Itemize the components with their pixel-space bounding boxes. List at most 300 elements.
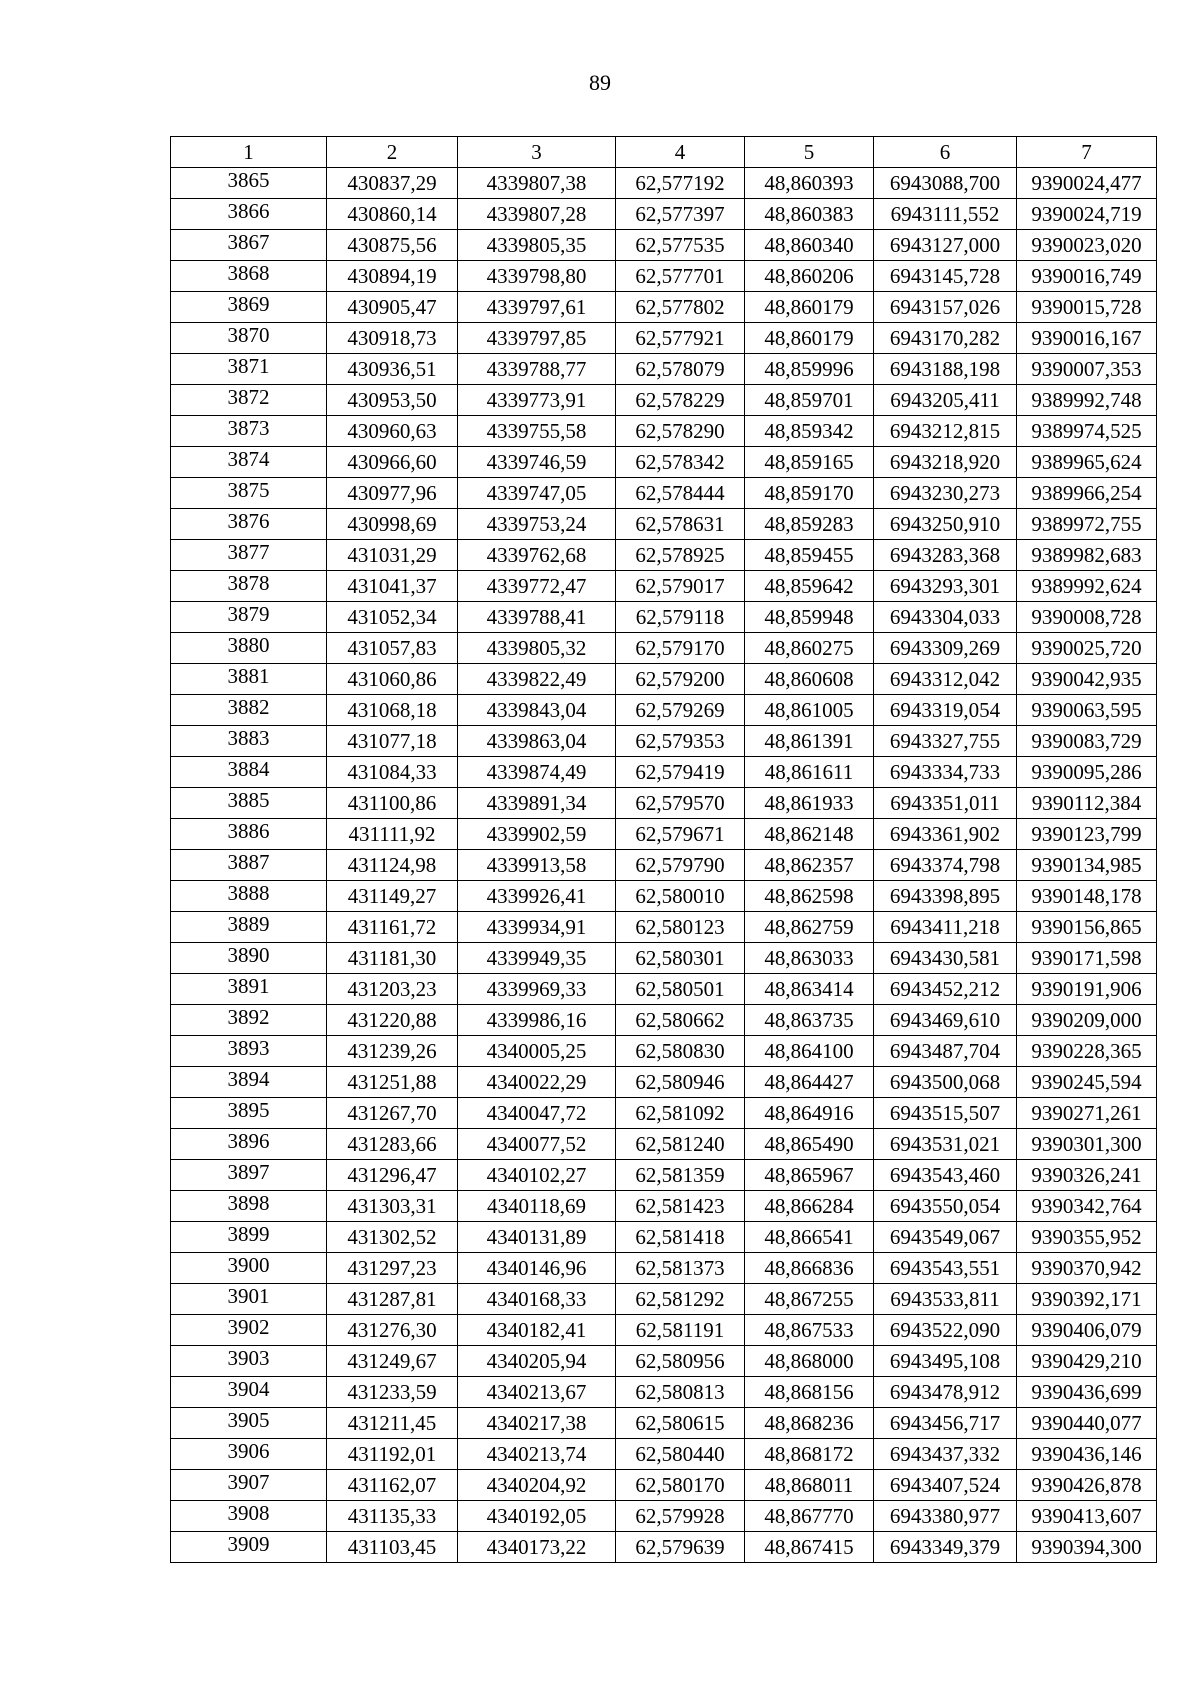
table-row: [171, 1067, 1157, 1098]
y-coordinate-cell: 4339863,04: [458, 726, 616, 757]
y-projected-cell: 9390301,300: [1017, 1129, 1157, 1160]
y-coordinate-cell: 4339746,59: [458, 447, 616, 478]
x-projected-cell: 6943407,524: [874, 1470, 1017, 1501]
y-coordinate-cell: 4340192,05: [458, 1501, 616, 1532]
x-projected-cell: 6943145,728: [874, 261, 1017, 292]
point-number-cell: 3875: [171, 478, 327, 509]
y-coordinate-cell: 4340102,27: [458, 1160, 616, 1191]
x-coordinate-cell: 431239,26: [327, 1036, 458, 1067]
y-projected-cell: 9390426,878: [1017, 1470, 1157, 1501]
table-row: [171, 912, 1157, 943]
table-row: [171, 571, 1157, 602]
table-row: [171, 1160, 1157, 1191]
point-number-cell: 3879: [171, 602, 327, 633]
longitude-cell: 48,864427: [745, 1067, 874, 1098]
longitude-cell: 48,859642: [745, 571, 874, 602]
point-number-cell: 3874: [171, 447, 327, 478]
x-projected-cell: 6943456,717: [874, 1408, 1017, 1439]
longitude-cell: 48,862148: [745, 819, 874, 850]
x-projected-cell: 6943478,912: [874, 1377, 1017, 1408]
column-header: 4: [616, 137, 745, 168]
longitude-cell: 48,867533: [745, 1315, 874, 1346]
table-row: [171, 1346, 1157, 1377]
latitude-cell: 62,578631: [616, 509, 745, 540]
y-projected-cell: 9390016,167: [1017, 323, 1157, 354]
point-number-cell: 3881: [171, 664, 327, 695]
longitude-cell: 48,860179: [745, 323, 874, 354]
y-projected-cell: 9390228,365: [1017, 1036, 1157, 1067]
y-projected-cell: 9390023,020: [1017, 230, 1157, 261]
x-projected-cell: 6943411,218: [874, 912, 1017, 943]
column-header: 3: [458, 137, 616, 168]
point-number-cell: 3894: [171, 1067, 327, 1098]
column-header: 1: [171, 137, 327, 168]
x-coordinate-cell: 431068,18: [327, 695, 458, 726]
point-number-cell: 3869: [171, 292, 327, 323]
table-row: [171, 292, 1157, 323]
x-projected-cell: 6943430,581: [874, 943, 1017, 974]
latitude-cell: 62,579639: [616, 1532, 745, 1563]
y-projected-cell: 9390016,749: [1017, 261, 1157, 292]
x-projected-cell: 6943205,411: [874, 385, 1017, 416]
x-projected-cell: 6943550,054: [874, 1191, 1017, 1222]
x-projected-cell: 6943250,910: [874, 509, 1017, 540]
x-projected-cell: 6943531,021: [874, 1129, 1017, 1160]
y-projected-cell: 9390392,171: [1017, 1284, 1157, 1315]
y-projected-cell: 9390156,865: [1017, 912, 1157, 943]
latitude-cell: 62,577701: [616, 261, 745, 292]
y-coordinate-cell: 4340182,41: [458, 1315, 616, 1346]
table-row: [171, 1408, 1157, 1439]
column-header: 2: [327, 137, 458, 168]
x-projected-cell: 6943549,067: [874, 1222, 1017, 1253]
y-coordinate-cell: 4340205,94: [458, 1346, 616, 1377]
latitude-cell: 62,581373: [616, 1253, 745, 1284]
point-number-cell: 3886: [171, 819, 327, 850]
table-row: [171, 664, 1157, 695]
table-row: [171, 1439, 1157, 1470]
x-coordinate-cell: 431052,34: [327, 602, 458, 633]
latitude-cell: 62,580170: [616, 1470, 745, 1501]
column-header: 5: [745, 137, 874, 168]
y-coordinate-cell: 4339807,38: [458, 168, 616, 199]
latitude-cell: 62,581292: [616, 1284, 745, 1315]
point-number-cell: 3891: [171, 974, 327, 1005]
y-projected-cell: 9390083,729: [1017, 726, 1157, 757]
point-number-cell: 3867: [171, 230, 327, 261]
y-projected-cell: 9389992,624: [1017, 571, 1157, 602]
x-projected-cell: 6943495,108: [874, 1346, 1017, 1377]
longitude-cell: 48,860608: [745, 664, 874, 695]
x-projected-cell: 6943380,977: [874, 1501, 1017, 1532]
latitude-cell: 62,579269: [616, 695, 745, 726]
x-projected-cell: 6943188,198: [874, 354, 1017, 385]
point-number-cell: 3909: [171, 1532, 327, 1563]
y-coordinate-cell: 4339788,77: [458, 354, 616, 385]
x-coordinate-cell: 431031,29: [327, 540, 458, 571]
x-projected-cell: 6943533,811: [874, 1284, 1017, 1315]
y-projected-cell: 9390436,699: [1017, 1377, 1157, 1408]
x-coordinate-cell: 430936,51: [327, 354, 458, 385]
point-number-cell: 3901: [171, 1284, 327, 1315]
y-coordinate-cell: 4339788,41: [458, 602, 616, 633]
y-projected-cell: 9390394,300: [1017, 1532, 1157, 1563]
table-row: [171, 447, 1157, 478]
point-number-cell: 3884: [171, 757, 327, 788]
y-projected-cell: 9390436,146: [1017, 1439, 1157, 1470]
table-row: [171, 323, 1157, 354]
table-body: [171, 168, 1157, 1563]
longitude-cell: 48,866541: [745, 1222, 874, 1253]
table-row: [171, 943, 1157, 974]
table-row: [171, 757, 1157, 788]
y-coordinate-cell: 4339949,35: [458, 943, 616, 974]
table-row: [171, 540, 1157, 571]
x-coordinate-cell: 430860,14: [327, 199, 458, 230]
table-row: [171, 1005, 1157, 1036]
table-row: [171, 261, 1157, 292]
y-coordinate-cell: 4339807,28: [458, 199, 616, 230]
latitude-cell: 62,581359: [616, 1160, 745, 1191]
table-row: [171, 819, 1157, 850]
longitude-cell: 48,863033: [745, 943, 874, 974]
point-number-cell: 3865: [171, 168, 327, 199]
longitude-cell: 48,863414: [745, 974, 874, 1005]
y-coordinate-cell: 4339934,91: [458, 912, 616, 943]
longitude-cell: 48,859948: [745, 602, 874, 633]
point-number-cell: 3898: [171, 1191, 327, 1222]
y-projected-cell: 9390171,598: [1017, 943, 1157, 974]
latitude-cell: 62,581418: [616, 1222, 745, 1253]
latitude-cell: 62,580440: [616, 1439, 745, 1470]
latitude-cell: 62,579118: [616, 602, 745, 633]
point-number-cell: 3889: [171, 912, 327, 943]
x-projected-cell: 6943522,090: [874, 1315, 1017, 1346]
y-coordinate-cell: 4339874,49: [458, 757, 616, 788]
x-coordinate-cell: 431100,86: [327, 788, 458, 819]
x-projected-cell: 6943127,000: [874, 230, 1017, 261]
x-coordinate-cell: 431149,27: [327, 881, 458, 912]
x-coordinate-cell: 431233,59: [327, 1377, 458, 1408]
x-projected-cell: 6943212,815: [874, 416, 1017, 447]
y-projected-cell: 9390406,079: [1017, 1315, 1157, 1346]
x-projected-cell: 6943283,368: [874, 540, 1017, 571]
longitude-cell: 48,861933: [745, 788, 874, 819]
y-coordinate-cell: 4340077,52: [458, 1129, 616, 1160]
point-number-cell: 3880: [171, 633, 327, 664]
x-coordinate-cell: 431077,18: [327, 726, 458, 757]
x-coordinate-cell: 430918,73: [327, 323, 458, 354]
latitude-cell: 62,579017: [616, 571, 745, 602]
y-coordinate-cell: 4339843,04: [458, 695, 616, 726]
y-coordinate-cell: 4340173,22: [458, 1532, 616, 1563]
x-coordinate-cell: 431111,92: [327, 819, 458, 850]
point-number-cell: 3908: [171, 1501, 327, 1532]
table-row: [171, 385, 1157, 416]
point-number-cell: 3887: [171, 850, 327, 881]
x-projected-cell: 6943293,301: [874, 571, 1017, 602]
x-coordinate-cell: 430894,19: [327, 261, 458, 292]
x-coordinate-cell: 431084,33: [327, 757, 458, 788]
x-coordinate-cell: 430905,47: [327, 292, 458, 323]
x-coordinate-cell: 431303,31: [327, 1191, 458, 1222]
y-projected-cell: 9390326,241: [1017, 1160, 1157, 1191]
latitude-cell: 62,578290: [616, 416, 745, 447]
x-projected-cell: 6943304,033: [874, 602, 1017, 633]
y-projected-cell: 9390429,210: [1017, 1346, 1157, 1377]
point-number-cell: 3871: [171, 354, 327, 385]
longitude-cell: 48,864916: [745, 1098, 874, 1129]
y-projected-cell: 9390134,985: [1017, 850, 1157, 881]
latitude-cell: 62,580813: [616, 1377, 745, 1408]
longitude-cell: 48,868011: [745, 1470, 874, 1501]
x-projected-cell: 6943349,379: [874, 1532, 1017, 1563]
latitude-cell: 62,578925: [616, 540, 745, 571]
x-projected-cell: 6943452,212: [874, 974, 1017, 1005]
y-projected-cell: 9389972,755: [1017, 509, 1157, 540]
x-coordinate-cell: 430998,69: [327, 509, 458, 540]
latitude-cell: 62,578079: [616, 354, 745, 385]
y-coordinate-cell: 4339797,85: [458, 323, 616, 354]
longitude-cell: 48,867255: [745, 1284, 874, 1315]
table-row: [171, 1098, 1157, 1129]
y-coordinate-cell: 4340022,29: [458, 1067, 616, 1098]
x-coordinate-cell: 431251,88: [327, 1067, 458, 1098]
y-coordinate-cell: 4340204,92: [458, 1470, 616, 1501]
latitude-cell: 62,579928: [616, 1501, 745, 1532]
y-coordinate-cell: 4339805,35: [458, 230, 616, 261]
x-coordinate-cell: 430837,29: [327, 168, 458, 199]
table-row: [171, 726, 1157, 757]
y-projected-cell: 9390355,952: [1017, 1222, 1157, 1253]
table-row: [171, 199, 1157, 230]
x-projected-cell: 6943374,798: [874, 850, 1017, 881]
y-coordinate-cell: 4340118,69: [458, 1191, 616, 1222]
point-number-cell: 3907: [171, 1470, 327, 1501]
latitude-cell: 62,580946: [616, 1067, 745, 1098]
x-projected-cell: 6943230,273: [874, 478, 1017, 509]
y-projected-cell: 9390025,720: [1017, 633, 1157, 664]
longitude-cell: 48,865967: [745, 1160, 874, 1191]
table-row: [171, 1036, 1157, 1067]
y-coordinate-cell: 4339986,16: [458, 1005, 616, 1036]
x-coordinate-cell: 431287,81: [327, 1284, 458, 1315]
point-number-cell: 3896: [171, 1129, 327, 1160]
y-coordinate-cell: 4339926,41: [458, 881, 616, 912]
y-coordinate-cell: 4339902,59: [458, 819, 616, 850]
point-number-cell: 3872: [171, 385, 327, 416]
y-coordinate-cell: 4339913,58: [458, 850, 616, 881]
point-number-cell: 3893: [171, 1036, 327, 1067]
latitude-cell: 62,579790: [616, 850, 745, 881]
y-projected-cell: 9390209,000: [1017, 1005, 1157, 1036]
latitude-cell: 62,581092: [616, 1098, 745, 1129]
point-number-cell: 3870: [171, 323, 327, 354]
longitude-cell: 48,862357: [745, 850, 874, 881]
y-projected-cell: 9390024,477: [1017, 168, 1157, 199]
x-projected-cell: 6943088,700: [874, 168, 1017, 199]
point-number-cell: 3897: [171, 1160, 327, 1191]
table-row: [171, 1532, 1157, 1563]
y-projected-cell: 9390008,728: [1017, 602, 1157, 633]
y-coordinate-cell: 4339762,68: [458, 540, 616, 571]
latitude-cell: 62,579353: [616, 726, 745, 757]
y-projected-cell: 9389974,525: [1017, 416, 1157, 447]
table-row: [171, 788, 1157, 819]
table-row: [171, 602, 1157, 633]
y-projected-cell: 9390024,719: [1017, 199, 1157, 230]
point-number-cell: 3905: [171, 1408, 327, 1439]
longitude-cell: 48,868156: [745, 1377, 874, 1408]
latitude-cell: 62,579170: [616, 633, 745, 664]
longitude-cell: 48,860275: [745, 633, 874, 664]
x-coordinate-cell: 431161,72: [327, 912, 458, 943]
y-projected-cell: 9390440,077: [1017, 1408, 1157, 1439]
x-coordinate-cell: 430966,60: [327, 447, 458, 478]
x-coordinate-cell: 430977,96: [327, 478, 458, 509]
x-projected-cell: 6943361,902: [874, 819, 1017, 850]
latitude-cell: 62,578444: [616, 478, 745, 509]
longitude-cell: 48,859283: [745, 509, 874, 540]
latitude-cell: 62,577802: [616, 292, 745, 323]
longitude-cell: 48,859170: [745, 478, 874, 509]
latitude-cell: 62,580010: [616, 881, 745, 912]
latitude-cell: 62,581240: [616, 1129, 745, 1160]
y-projected-cell: 9390245,594: [1017, 1067, 1157, 1098]
x-coordinate-cell: 430960,63: [327, 416, 458, 447]
y-projected-cell: 9389992,748: [1017, 385, 1157, 416]
point-number-cell: 3904: [171, 1377, 327, 1408]
x-projected-cell: 6943398,895: [874, 881, 1017, 912]
latitude-cell: 62,580615: [616, 1408, 745, 1439]
y-projected-cell: 9390271,261: [1017, 1098, 1157, 1129]
latitude-cell: 62,580830: [616, 1036, 745, 1067]
table-row: [171, 850, 1157, 881]
latitude-cell: 62,580956: [616, 1346, 745, 1377]
point-number-cell: 3868: [171, 261, 327, 292]
y-coordinate-cell: 4340131,89: [458, 1222, 616, 1253]
y-projected-cell: 9390148,178: [1017, 881, 1157, 912]
point-number-cell: 3866: [171, 199, 327, 230]
x-coordinate-cell: 430875,56: [327, 230, 458, 261]
x-coordinate-cell: 431124,98: [327, 850, 458, 881]
y-coordinate-cell: 4339797,61: [458, 292, 616, 323]
x-projected-cell: 6943319,054: [874, 695, 1017, 726]
table-row: [171, 1253, 1157, 1284]
y-coordinate-cell: 4339891,34: [458, 788, 616, 819]
point-number-cell: 3906: [171, 1439, 327, 1470]
x-coordinate-cell: 431283,66: [327, 1129, 458, 1160]
point-number-cell: 3877: [171, 540, 327, 571]
x-coordinate-cell: 431181,30: [327, 943, 458, 974]
table-row: [171, 695, 1157, 726]
table-row: [171, 1377, 1157, 1408]
table-row: [171, 881, 1157, 912]
x-projected-cell: 6943487,704: [874, 1036, 1017, 1067]
y-coordinate-cell: 4340146,96: [458, 1253, 616, 1284]
longitude-cell: 48,860340: [745, 230, 874, 261]
longitude-cell: 48,859165: [745, 447, 874, 478]
y-coordinate-cell: 4339755,58: [458, 416, 616, 447]
y-projected-cell: 9390123,799: [1017, 819, 1157, 850]
longitude-cell: 48,860383: [745, 199, 874, 230]
longitude-cell: 48,859342: [745, 416, 874, 447]
table-row: [171, 354, 1157, 385]
longitude-cell: 48,863735: [745, 1005, 874, 1036]
x-coordinate-cell: 431057,83: [327, 633, 458, 664]
x-projected-cell: 6943543,460: [874, 1160, 1017, 1191]
point-number-cell: 3882: [171, 695, 327, 726]
latitude-cell: 62,580301: [616, 943, 745, 974]
table-row: [171, 478, 1157, 509]
latitude-cell: 62,577921: [616, 323, 745, 354]
x-coordinate-cell: 431041,37: [327, 571, 458, 602]
coordinates-table: [170, 136, 1157, 1563]
header-row: [171, 137, 1157, 168]
x-projected-cell: 6943312,042: [874, 664, 1017, 695]
latitude-cell: 62,579200: [616, 664, 745, 695]
table-row: [171, 974, 1157, 1005]
x-projected-cell: 6943170,282: [874, 323, 1017, 354]
point-number-cell: 3876: [171, 509, 327, 540]
table-row: [171, 168, 1157, 199]
longitude-cell: 48,865490: [745, 1129, 874, 1160]
y-projected-cell: 9390112,384: [1017, 788, 1157, 819]
latitude-cell: 62,577397: [616, 199, 745, 230]
x-projected-cell: 6943437,332: [874, 1439, 1017, 1470]
y-coordinate-cell: 4340047,72: [458, 1098, 616, 1129]
x-coordinate-cell: 431060,86: [327, 664, 458, 695]
longitude-cell: 48,861005: [745, 695, 874, 726]
x-projected-cell: 6943469,610: [874, 1005, 1017, 1036]
point-number-cell: 3902: [171, 1315, 327, 1346]
y-coordinate-cell: 4340005,25: [458, 1036, 616, 1067]
x-coordinate-cell: 431135,33: [327, 1501, 458, 1532]
longitude-cell: 48,867770: [745, 1501, 874, 1532]
latitude-cell: 62,580123: [616, 912, 745, 943]
point-number-cell: 3878: [171, 571, 327, 602]
longitude-cell: 48,868172: [745, 1439, 874, 1470]
longitude-cell: 48,859455: [745, 540, 874, 571]
x-coordinate-cell: 431276,30: [327, 1315, 458, 1346]
table-row: [171, 416, 1157, 447]
y-coordinate-cell: 4339773,91: [458, 385, 616, 416]
x-projected-cell: 6943309,269: [874, 633, 1017, 664]
y-projected-cell: 9389966,254: [1017, 478, 1157, 509]
latitude-cell: 62,577192: [616, 168, 745, 199]
latitude-cell: 62,579671: [616, 819, 745, 850]
longitude-cell: 48,859996: [745, 354, 874, 385]
latitude-cell: 62,577535: [616, 230, 745, 261]
table-row: [171, 1470, 1157, 1501]
y-coordinate-cell: 4339747,05: [458, 478, 616, 509]
y-projected-cell: 9390191,906: [1017, 974, 1157, 1005]
point-number-cell: 3873: [171, 416, 327, 447]
x-coordinate-cell: 431220,88: [327, 1005, 458, 1036]
y-coordinate-cell: 4339798,80: [458, 261, 616, 292]
point-number-cell: 3892: [171, 1005, 327, 1036]
longitude-cell: 48,862759: [745, 912, 874, 943]
y-projected-cell: 9390007,353: [1017, 354, 1157, 385]
y-projected-cell: 9390095,286: [1017, 757, 1157, 788]
y-coordinate-cell: 4339805,32: [458, 633, 616, 664]
x-coordinate-cell: 431162,07: [327, 1470, 458, 1501]
longitude-cell: 48,862598: [745, 881, 874, 912]
latitude-cell: 62,578342: [616, 447, 745, 478]
table-row: [171, 1315, 1157, 1346]
latitude-cell: 62,581423: [616, 1191, 745, 1222]
x-projected-cell: 6943351,011: [874, 788, 1017, 819]
